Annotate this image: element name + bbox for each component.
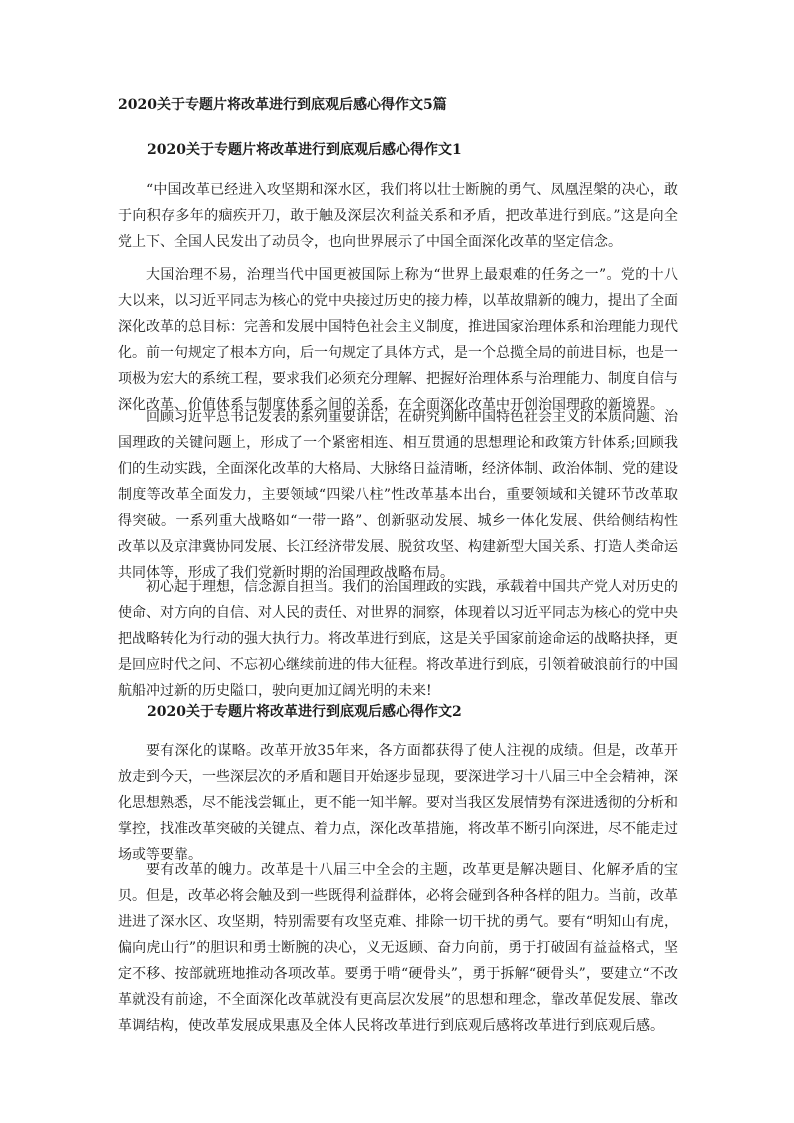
section-1-paragraph-3: 回顾习近平总书记发表的系列重要讲话，在研究判断中国特色社会主义的本质问题、治国理政的关键问题上，形成了一个紧密相连、相互贯通的思想理论和政策方针体系;回顾我们的生动实践，全面深化改革的大格局、大脉络日益清晰，经济体制、政治体制、党的建设制度等改革全面发力，主要领域“四梁八柱”性改革基本出台，重要领域和关键环节改革取得突破。一系列重大战略如“一带一路”、创新驱动发展、城乡一体化发展、供给侧结构性改革以及京津冀协同发展、长江经济带发展、脱贫攻坚、构建新型大国关系、打造人类命运共同体等，形成了我们党新时期的治国理政战略布局。	[118, 409, 678, 581]
document-title: 2020关于专题片将改革进行到底观后感心得作文5篇	[118, 97, 447, 113]
section-1-paragraph-2: 大国治理不易，治理当代中国更被国际上称为“世界上最艰难的任务之一”。党的十八大以来，以习近平同志为核心的党中央接过历史的接力棒，以革故鼎新的魄力，提出了全面深化改革的总目标：完善和发展中国特色社会主义制度，推进国家治理体系和治理能力现代化。前一句规定了根本方向，后一句规定了具体方式，是一个总揽全局的前进目标，也是一项极为宏大的系统工程，要求我们必须充分理解、把握好治理体系与治理能力、制度自信与深化改革、价值体系与制度体系之间的关系，在全面深化改革中开创治国理政的新境界。	[118, 267, 678, 413]
section-2-paragraph-2: 要有改革的魄力。改革是十八届三中全会的主题，改革更是解决题目、化解矛盾的宝贝。但是，改革必将会触及到一些既得利益群体，必将会碰到各种各样的阻力。当前，改革进进了深水区、攻坚期，特别需要有攻坚克难、排除一切干扰的勇气。要有“明知山有虎，偏向虎山行”的胆识和勇士断腕的决心，义无返顾、奋力向前，勇于打破固有益益格式，坚定不移、按部就班地推动各项改革。要勇于啃“硬骨头”，勇于拆解“硬骨头”，要建立“不改革就没有前途，不全面深化改革就没有更高层次发展”的思想和理念，靠改革促发展、靠改革调结构，使改革发展成果惠及全体人民将改革进行到底观后感将改革进行到底观后感。	[118, 862, 678, 1034]
section-2-heading: 2020关于专题片将改革进行到底观后感心得作文2	[147, 704, 462, 720]
section-1-paragraph-4: 初心起于理想，信念源自担当。我们的治国理政的实践，承载着中国共产党人对历史的使命、对方向的自信、对人民的责任、对世界的洞察，体现着以习近平同志为核心的党中央把战略转化为行动的强大执行力。将改革进行到底，这是关乎国家前途命运的战略抉择，更是回应时代之问、不忘初心继续前进的伟大征程。将改革进行到底，引领着破浪前行的中国航船冲过新的历史隘口，驶向更加辽阔光明的未来!	[118, 579, 678, 699]
section-1-paragraph-1: “中国改革已经进入攻坚期和深水区，我们将以壮士断腕的勇气、凤凰涅槃的决心，敢于向积存多年的痼疾开刀，敢于触及深层次利益关系和矛盾，把改革进行到底。”这是向全党上下、全国人民发出了动员令，也向世界展示了中国全面深化改革的坚定信念。	[118, 182, 678, 250]
section-1-heading: 2020关于专题片将改革进行到底观后感心得作文1	[147, 142, 462, 158]
section-2-paragraph-1: 要有深化的谋略。改革开放35年来，各方面都获得了使人注视的成绩。但是，改革开放走到今天，一些深层次的矛盾和题目开始逐步显现，要深进学习十八届三中全会精神，深化思想熟悉，尽不能浅尝辄止，更不能一知半解。要对当我区发展情势有深进透彻的分析和掌控，找准改革突破的关键点、着力点，深化改革措施，将改革不断引向深进，尽不能走过场或等要靠。	[118, 743, 678, 863]
